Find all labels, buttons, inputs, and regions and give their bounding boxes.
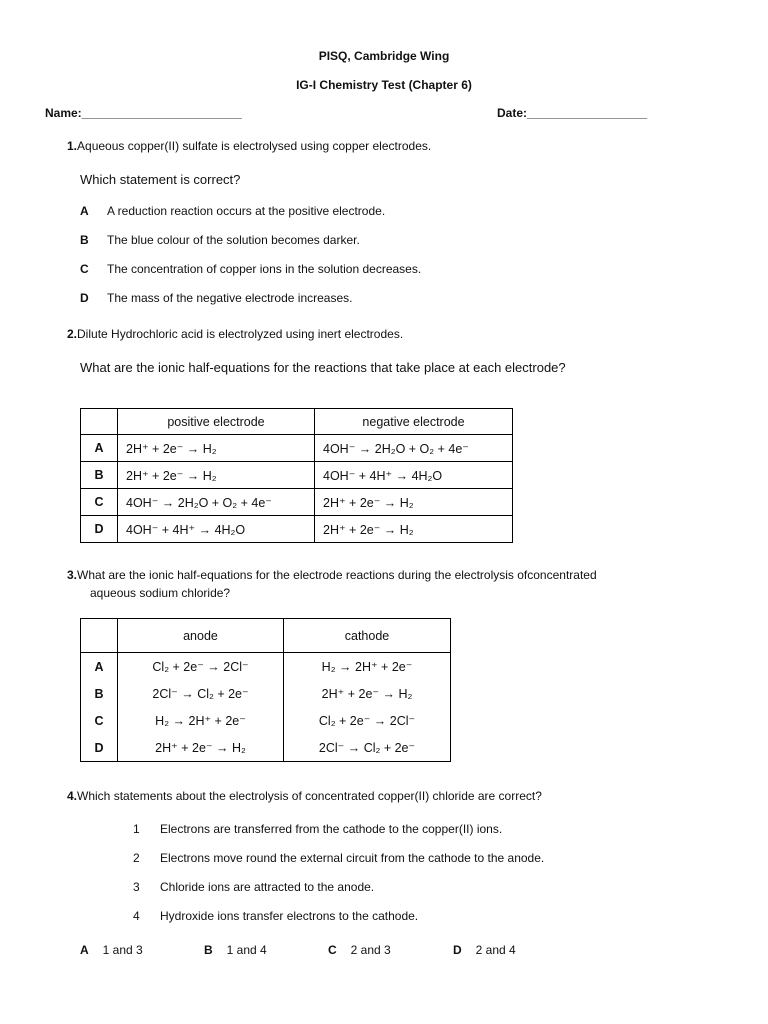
statement-number: 3 <box>133 880 140 894</box>
cathode-equation: Cl₂ + 2e⁻ → 2Cl⁻ <box>284 707 451 734</box>
anode-equation: 2Cl⁻ → Cl₂ + 2e⁻ <box>118 680 284 707</box>
answer-c <box>328 943 391 957</box>
table-header-positive: positive electrode <box>118 409 315 435</box>
row-letter: C <box>81 707 118 734</box>
row-letter: A <box>81 435 118 462</box>
electrode-table-q3 <box>80 618 451 762</box>
option-text: A reduction reaction occurs at the positive electrode. <box>107 204 386 218</box>
name-field: Name:________________________ <box>45 106 242 120</box>
option-letter: C <box>80 262 89 276</box>
cathode-equation: H₂ → 2H⁺ + 2e⁻ <box>284 653 451 681</box>
question-number: 4. <box>67 789 78 803</box>
table-row <box>81 707 451 734</box>
statement-text: Electrons are transferred from the cathode to the copper(II) ions. <box>160 822 503 836</box>
anode-equation: 2H⁺ + 2e⁻ → H₂ <box>118 734 284 762</box>
table-row <box>81 489 513 516</box>
answer-text: 1 and 4 <box>226 943 267 957</box>
positive-equation: 4OH⁻ → 2H₂O + O₂ + 4e⁻ <box>118 489 315 516</box>
statement-2 <box>133 851 544 865</box>
negative-equation: 2H⁺ + 2e⁻ → H₂ <box>315 489 513 516</box>
option-letter: A <box>80 204 89 218</box>
statement-number: 2 <box>133 851 140 865</box>
table-header-blank <box>81 409 118 435</box>
question-prompt: Which statement is correct? <box>80 172 241 187</box>
row-letter: A <box>81 653 118 681</box>
question-text: Aqueous copper(II) sulfate is electrolysed using copper electrodes. <box>77 139 432 153</box>
positive-equation: 4OH⁻ + 4H⁺ → 4H₂O <box>118 516 315 543</box>
question-4 <box>67 789 542 803</box>
row-letter: B <box>81 680 118 707</box>
answer-letter: B <box>204 943 213 957</box>
answer-letter: A <box>80 943 89 957</box>
row-letter: D <box>81 516 118 543</box>
statement-number: 4 <box>133 909 140 923</box>
answer-text: 2 and 3 <box>350 943 391 957</box>
date-field: Date:__________________ <box>497 106 648 120</box>
positive-equation: 2H⁺ + 2e⁻ → H₂ <box>118 462 315 489</box>
row-letter: B <box>81 462 118 489</box>
answer-b <box>204 943 267 957</box>
option-letter: B <box>80 233 89 247</box>
option-a <box>80 204 385 218</box>
option-letter: D <box>80 291 89 305</box>
question-text: Dilute Hydrochloric acid is electrolyzed using inert electrodes. <box>77 327 404 341</box>
question-number: 2. <box>67 327 78 341</box>
answer-d <box>453 943 516 957</box>
row-letter: C <box>81 489 118 516</box>
table-row <box>81 680 451 707</box>
anode-equation: Cl₂ + 2e⁻ → 2Cl⁻ <box>118 653 284 681</box>
option-text: The concentration of copper ions in the solution decreases. <box>107 262 422 276</box>
question-number: 1. <box>67 139 78 153</box>
cathode-equation: 2H⁺ + 2e⁻ → H₂ <box>284 680 451 707</box>
table-header-anode: anode <box>118 619 284 653</box>
test-title: IG-I Chemistry Test (Chapter 6) <box>296 78 472 92</box>
cathode-equation: 2Cl⁻ → Cl₂ + 2e⁻ <box>284 734 451 762</box>
statement-text: Electrons move round the external circuit from the cathode to the anode. <box>160 851 545 865</box>
option-d <box>80 291 352 305</box>
answer-text: 2 and 4 <box>475 943 516 957</box>
option-text: The mass of the negative electrode increases. <box>107 291 353 305</box>
table-header-blank <box>81 619 118 653</box>
question-1 <box>67 139 431 153</box>
row-letter: D <box>81 734 118 762</box>
negative-equation: 4OH⁻ → 2H₂O + O₂ + 4e⁻ <box>315 435 513 462</box>
table-row <box>81 734 451 762</box>
anode-equation: H₂ → 2H⁺ + 2e⁻ <box>118 707 284 734</box>
table-row <box>81 435 513 462</box>
answer-letter: C <box>328 943 337 957</box>
school-name: PISQ, Cambridge Wing <box>318 49 450 63</box>
option-c <box>80 262 421 276</box>
answer-letter: D <box>453 943 462 957</box>
statement-number: 1 <box>133 822 140 836</box>
positive-equation: 2H⁺ + 2e⁻ → H₂ <box>118 435 315 462</box>
table-row <box>81 516 513 543</box>
question-3 <box>67 568 597 582</box>
statement-3 <box>133 880 374 894</box>
table-header-cathode: cathode <box>284 619 451 653</box>
negative-equation: 2H⁺ + 2e⁻ → H₂ <box>315 516 513 543</box>
question-prompt: What are the ionic half-equations for the reactions that take place at each electrode? <box>80 360 566 375</box>
statement-text: Hydroxide ions transfer electrons to the cathode. <box>160 909 419 923</box>
option-text: The blue colour of the solution becomes darker. <box>107 233 360 247</box>
statement-4 <box>133 909 418 923</box>
question-text-cont: aqueous sodium chloride? <box>90 586 231 600</box>
answer-text: 1 and 3 <box>102 943 143 957</box>
option-b <box>80 233 360 247</box>
question-number: 3. <box>67 568 78 582</box>
electrode-table-q2 <box>80 408 513 543</box>
question-text: What are the ionic half-equations for the electrode reactions during the electrolysis ofconcentrated <box>77 568 597 582</box>
answer-a <box>80 943 143 957</box>
statement-1 <box>133 822 502 836</box>
table-header-negative: negative electrode <box>315 409 513 435</box>
question-2 <box>67 327 403 341</box>
table-row <box>81 653 451 681</box>
statement-text: Chloride ions are attracted to the anode. <box>160 880 375 894</box>
negative-equation: 4OH⁻ + 4H⁺ → 4H₂O <box>315 462 513 489</box>
question-text: Which statements about the electrolysis of concentrated copper(II) chloride are correct? <box>77 789 542 803</box>
table-row <box>81 462 513 489</box>
